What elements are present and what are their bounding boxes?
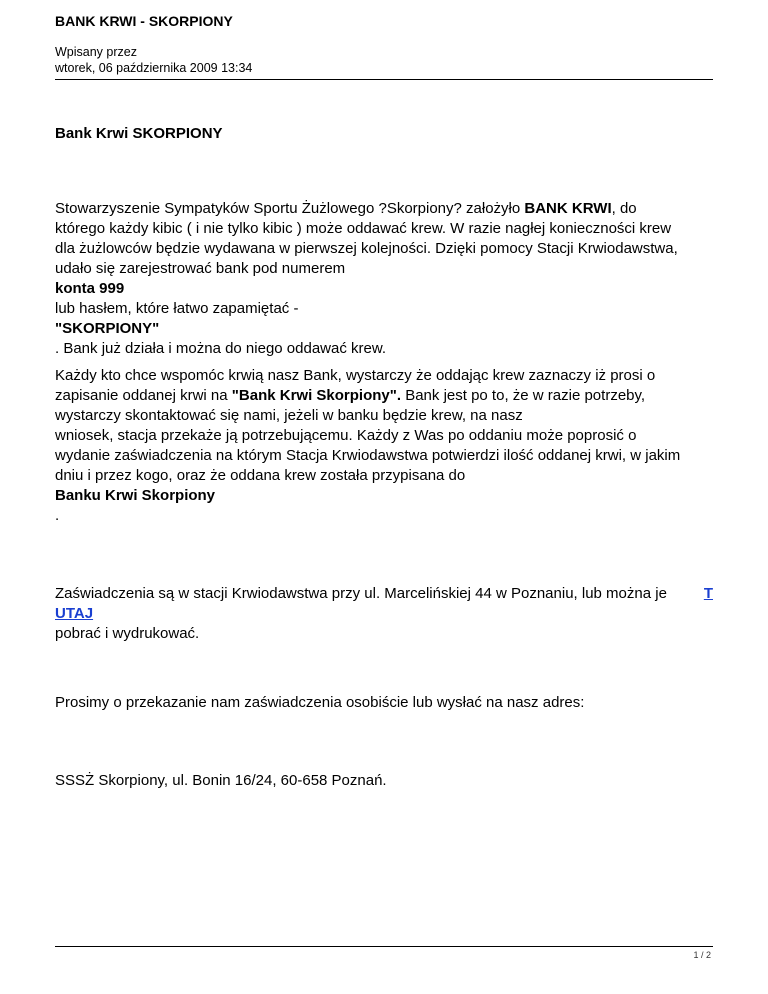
account-number: konta 999: [55, 280, 125, 297]
date-line: wtorek, 06 października 2009 13:34: [55, 61, 253, 75]
password-text: "SKORPIONY": [55, 320, 160, 337]
text-line: wystarczy skontaktować się nami, jeżeli w banku będzie krew, na nasz: [55, 407, 523, 424]
address-line: SSSŻ Skorpiony, ul. Bonin 16/24, 60-658 Poznań.: [55, 772, 387, 789]
page-number: 1 / 2: [693, 950, 711, 960]
article-meta: [55, 44, 252, 76]
text-line: którego każdy kibic ( i nie tylko kibic ) może oddawać krew. W razie nagłej konieczności krew: [55, 220, 672, 237]
article-heading: Bank Krwi SKORPIONY: [55, 125, 223, 142]
text-line: udało się zarejestrować bank pod numerem: [55, 260, 346, 277]
download-link-part2[interactable]: UTAJ: [55, 605, 94, 622]
text-line: lub hasłem, które łatwo zapamiętać -: [55, 300, 299, 317]
text-line: pobrać i wydrukować.: [55, 625, 200, 642]
bank-krwi-bold: BANK KRWI: [524, 200, 612, 217]
document-title: BANK KRWI - SKORPIONY: [55, 13, 233, 29]
text-line: . Bank już działa i można do niego oddawać krew.: [55, 340, 387, 357]
text-line: dniu i przez kogo, oraz że oddana krew została przypisana do: [55, 467, 466, 484]
paragraph-1: [55, 199, 713, 359]
text-line: [55, 604, 713, 624]
paragraph-3: [55, 584, 713, 644]
bank-name-bold: "Bank Krwi Skorpiony".: [231, 387, 402, 404]
author-line: Wpisany przez: [55, 45, 137, 59]
text-line: Zaświadczenia są w stacji Krwiodawstwa przy ul. Marcelińskiej 44 w Poznaniu, lub można je T: [55, 585, 713, 602]
header-divider: [55, 79, 713, 80]
download-link-part1[interactable]: T: [703, 585, 713, 602]
text-line: dla żużlowców będzie wydawana w pierwszej kolejności. Dzięki pomocy Stacji Krwiodawstwa,: [55, 240, 678, 257]
text-line: Stowarzyszenie Sympatyków Sportu Żużlowego ?Skorpiony? założyło BANK KRWI, do: [55, 200, 637, 217]
text-line: wniosek, stacja przekaże ją potrzebującemu. Każdy z Was po oddaniu może poprosić o: [55, 427, 637, 444]
text-line: .: [55, 507, 60, 524]
bank-name-bold: Banku Krwi Skorpiony: [55, 487, 216, 504]
text-line: Każdy kto chce wspomóc krwią nasz Bank, wystarczy że oddając krew zaznaczy iż prosi o: [55, 367, 656, 384]
paragraph-4: Prosimy o przekazanie nam zaświadczenia osobiście lub wysłać na nasz adres:: [55, 694, 585, 711]
text-line: zapisanie oddanej krwi na "Bank Krwi Skorpiony". Bank jest po to, że w razie potrzeby,: [55, 387, 646, 404]
paragraph-2: [55, 366, 713, 526]
text-line: wydanie zaświadczenia na którym Stacja Krwiodawstwa potwierdzi ilość oddanej krwi, w jakim: [55, 447, 681, 464]
footer-divider: [55, 946, 713, 947]
